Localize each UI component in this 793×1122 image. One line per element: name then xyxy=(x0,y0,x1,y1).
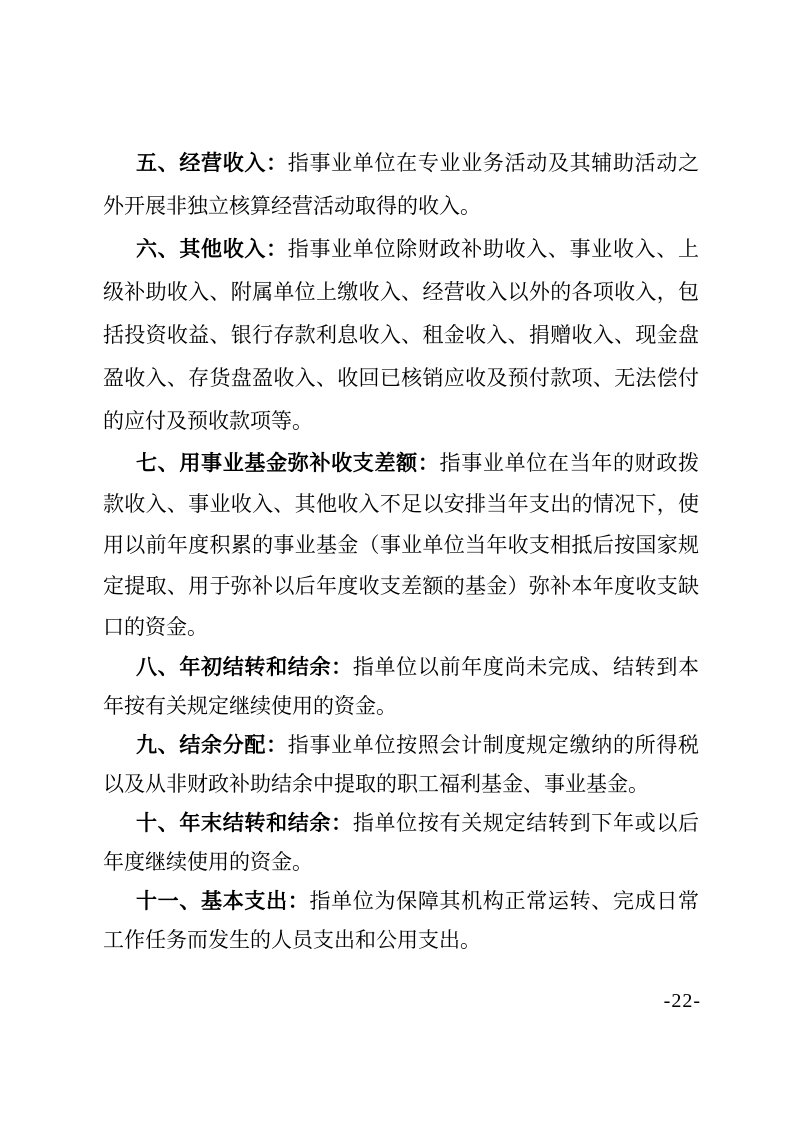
term-label: 六、其他收入： xyxy=(136,237,288,261)
definition-paragraph-other-income xyxy=(103,228,699,443)
definition-paragraph-surplus-distribution xyxy=(103,726,699,804)
term-label: 八、年初结转和结余： xyxy=(136,655,353,679)
term-definition: 指单位为保障其机构正常运转、完成日常工作任务而发生的人员支出和公用支出。 xyxy=(103,889,700,952)
term-definition: 指事业单位在当年的财政拨款收入、事业收入、其他收入不足以安排当年支出的情况下，使用以前年度积累的事业基金（事业单位当年收支相抵后按国家规定提取、用于弥补以后年度收支差额的基金）弥补本年度收支缺口的资金。 xyxy=(103,451,700,639)
definition-paragraph-beginning-carryover xyxy=(103,648,699,726)
term-definition: 指事业单位按照会计制度规定缴纳的所得税以及从非财政补助结余中提取的职工福利基金、事业基金。 xyxy=(103,733,700,796)
term-definition: 指单位以前年度尚未完成、结转到本年按有关规定继续使用的资金。 xyxy=(103,655,700,718)
definition-paragraph-operating-income xyxy=(103,142,699,228)
term-label: 九、结余分配： xyxy=(136,733,288,757)
document-body xyxy=(103,142,699,960)
term-label: 十一、基本支出： xyxy=(136,889,310,913)
term-definition: 指单位按有关规定结转到下年或以后年度继续使用的资金。 xyxy=(103,811,700,874)
term-definition: 指事业单位在专业业务活动及其辅助活动之外开展非独立核算经营活动取得的收入。 xyxy=(103,151,700,218)
term-label: 十、年末结转和结余： xyxy=(136,811,353,835)
term-label: 七、用事业基金弥补收支差额： xyxy=(136,451,440,475)
page-number: -22- xyxy=(663,990,701,1012)
term-label: 五、经营收入： xyxy=(136,151,288,175)
definition-paragraph-fund-subsidy xyxy=(103,443,699,648)
term-definition: 指事业单位除财政补助收入、事业收入、上级补助收入、附属单位上缴收入、经营收入以外的各项收入，包括投资收益、银行存款利息收入、租金收入、捐赠收入、现金盘盈收入、存货盘盈收入、收回已核销应收及预付款项、无法偿付的应付及预收款项等。 xyxy=(103,237,700,433)
definition-paragraph-basic-expenditure xyxy=(103,882,699,960)
definition-paragraph-yearend-carryover xyxy=(103,804,699,882)
